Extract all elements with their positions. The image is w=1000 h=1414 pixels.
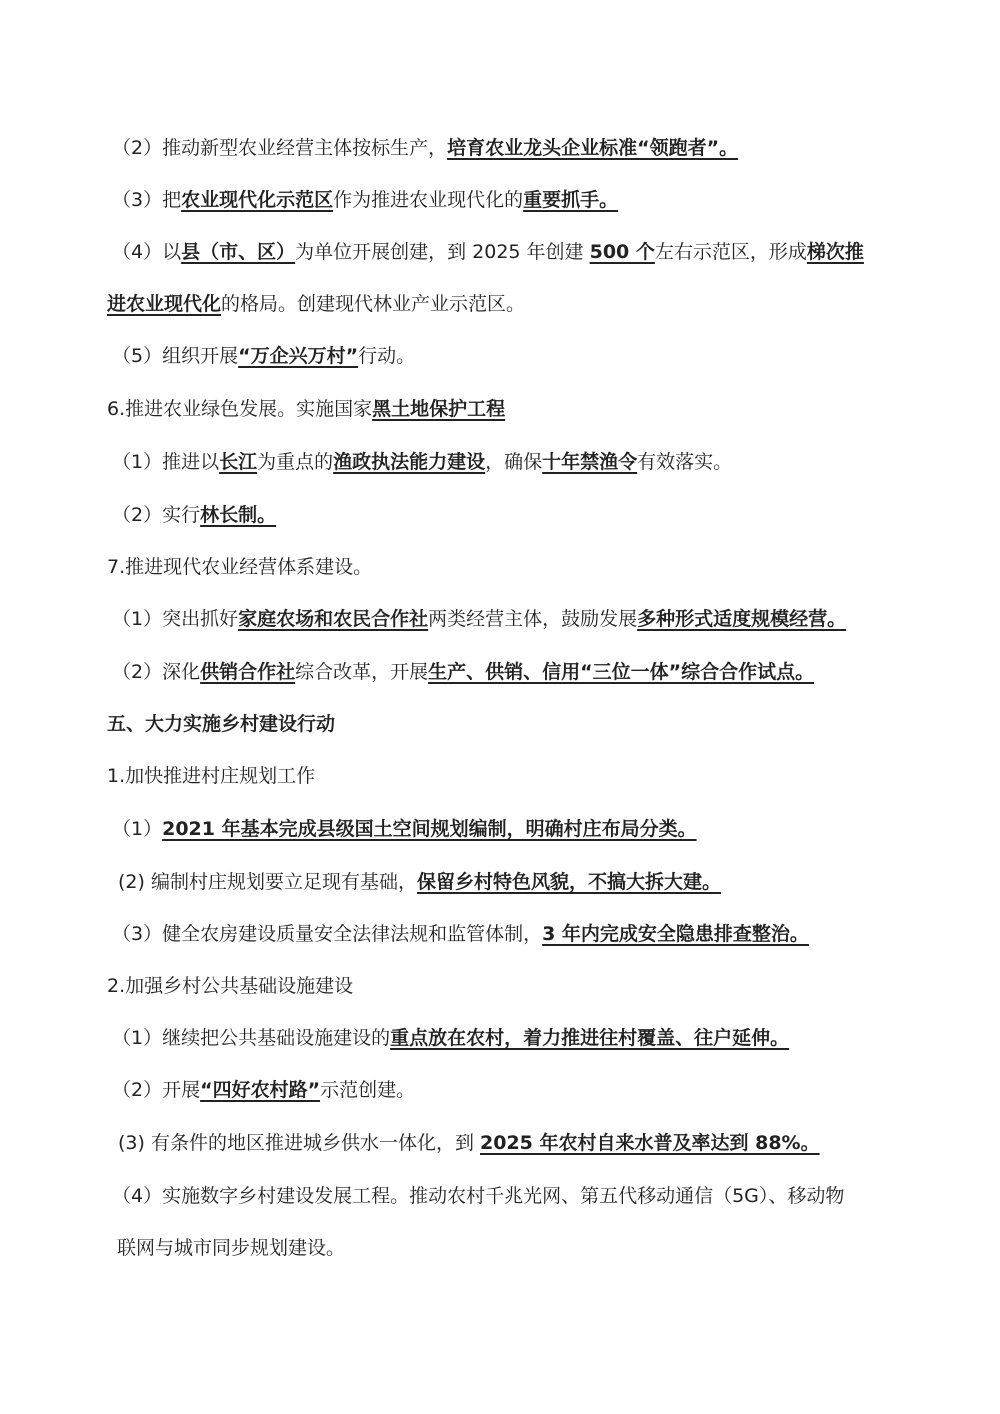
key-phrase: 多种形式适度规模经营。	[637, 608, 847, 630]
text-line	[0, 1236, 1000, 1260]
text-line	[0, 136, 1000, 160]
key-phrase: 十年禁渔令	[542, 451, 638, 473]
text-line	[0, 870, 1000, 894]
text-run: （2）实行	[112, 504, 201, 526]
key-phrase: 重点放在农村，着力推进往村覆盖、往户延伸。	[390, 1027, 790, 1049]
key-phrase: 2021 年基本完成县级国土空间规划编制，明确村庄布局分类。	[162, 818, 697, 840]
text-run: （1）	[112, 818, 163, 840]
key-phrase: 3 年内完成安全隐患排查整治。	[542, 923, 809, 945]
text-run: (3) 有条件的地区推进城乡供水一体化，到	[118, 1132, 480, 1154]
key-phrase: 供销合作社	[200, 661, 296, 683]
text-line	[0, 555, 1000, 579]
text-run: 有效落实。	[637, 451, 733, 473]
text-run: （4）以	[112, 241, 182, 263]
key-phrase: “四好农村路”	[200, 1079, 321, 1101]
text-line	[0, 344, 1000, 368]
key-phrase: 500 个	[589, 241, 655, 263]
key-phrase: “万企兴万村”	[238, 345, 359, 367]
text-line	[0, 764, 1000, 788]
text-line	[0, 1026, 1000, 1050]
text-run: （2）深化	[112, 661, 201, 683]
heading-text: 五、大力实施乡村建设行动	[107, 713, 336, 735]
key-phrase: 渔政执法能力建设	[333, 451, 486, 473]
key-phrase: 黑土地保护工程	[372, 398, 506, 420]
text-run: 1.加快推进村庄规划工作	[107, 765, 316, 787]
text-line	[0, 397, 1000, 421]
key-phrase: 2025 年农村自来水普及率达到 88%。	[480, 1132, 820, 1154]
text-line	[0, 188, 1000, 212]
key-phrase: 林长制。	[200, 504, 277, 526]
key-phrase: 梯次推	[806, 241, 864, 263]
key-phrase: 重要抓手。	[523, 189, 619, 211]
text-run: （1）继续把公共基础设施建设的	[112, 1027, 391, 1049]
text-run: （2）推动新型农业经营主体按标生产，	[112, 137, 448, 159]
key-phrase: 农业现代化示范区	[181, 189, 334, 211]
text-run: 示范创建。	[320, 1079, 416, 1101]
text-line	[0, 1184, 1000, 1208]
key-phrase: 生产、供销、信用“三位一体”综合合作试点。	[428, 661, 815, 683]
text-line	[0, 1078, 1000, 1102]
text-line	[0, 607, 1000, 631]
key-phrase: 培育农业龙头企业标准“领跑者”。	[447, 137, 739, 159]
text-run: （3）健全农房建设质量安全法律法规和监管体制，	[112, 923, 543, 945]
text-run: （1）突出抓好	[112, 608, 239, 630]
key-phrase: 县（市、区）	[181, 241, 296, 263]
text-run: （4）实施数字乡村建设发展工程。推动农村千兆光网、第五代移动通信（5G）、移动物	[112, 1185, 845, 1207]
text-run: 综合改革，开展	[295, 661, 429, 683]
text-run: 作为推进农业现代化的	[333, 189, 524, 211]
text-run: 的格局。创建现代林业产业示范区。	[221, 293, 526, 315]
text-run: 为单位开展创建，到 2025 年创建	[295, 241, 590, 263]
text-run: 6.推进农业绿色发展。实施国家	[107, 398, 373, 420]
key-phrase: 保留乡村特色风貌，不搞大拆大建。	[416, 871, 721, 893]
text-run: （2）开展	[112, 1079, 201, 1101]
text-line	[0, 450, 1000, 474]
text-line	[0, 240, 1000, 264]
text-line	[0, 974, 1000, 998]
text-line	[0, 817, 1000, 841]
text-run: 为重点的	[257, 451, 334, 473]
text-run: 两类经营主体，鼓励发展	[428, 608, 638, 630]
section-heading	[0, 712, 1000, 736]
key-phrase: 进农业现代化	[107, 293, 222, 315]
key-phrase: 长江	[219, 451, 258, 473]
text-run: （3）把	[112, 189, 182, 211]
text-line	[0, 660, 1000, 684]
text-run: 左右示范区，形成	[654, 241, 807, 263]
text-run: （1）推进以	[112, 451, 220, 473]
text-line	[0, 292, 1000, 316]
text-line	[0, 922, 1000, 946]
text-line	[0, 1131, 1000, 1155]
text-run: 行动。	[358, 345, 416, 367]
text-run: (2) 编制村庄规划要立足现有基础，	[118, 871, 417, 893]
text-run: 7.推进现代农业经营体系建设。	[107, 556, 373, 578]
text-run: 联网与城市同步规划建设。	[117, 1237, 346, 1259]
text-line	[0, 503, 1000, 527]
text-run: ，确保	[485, 451, 543, 473]
text-run: 2.加强乡村公共基础设施建设	[107, 975, 354, 997]
text-run: （5）组织开展	[112, 345, 239, 367]
key-phrase: 家庭农场和农民合作社	[238, 608, 429, 630]
